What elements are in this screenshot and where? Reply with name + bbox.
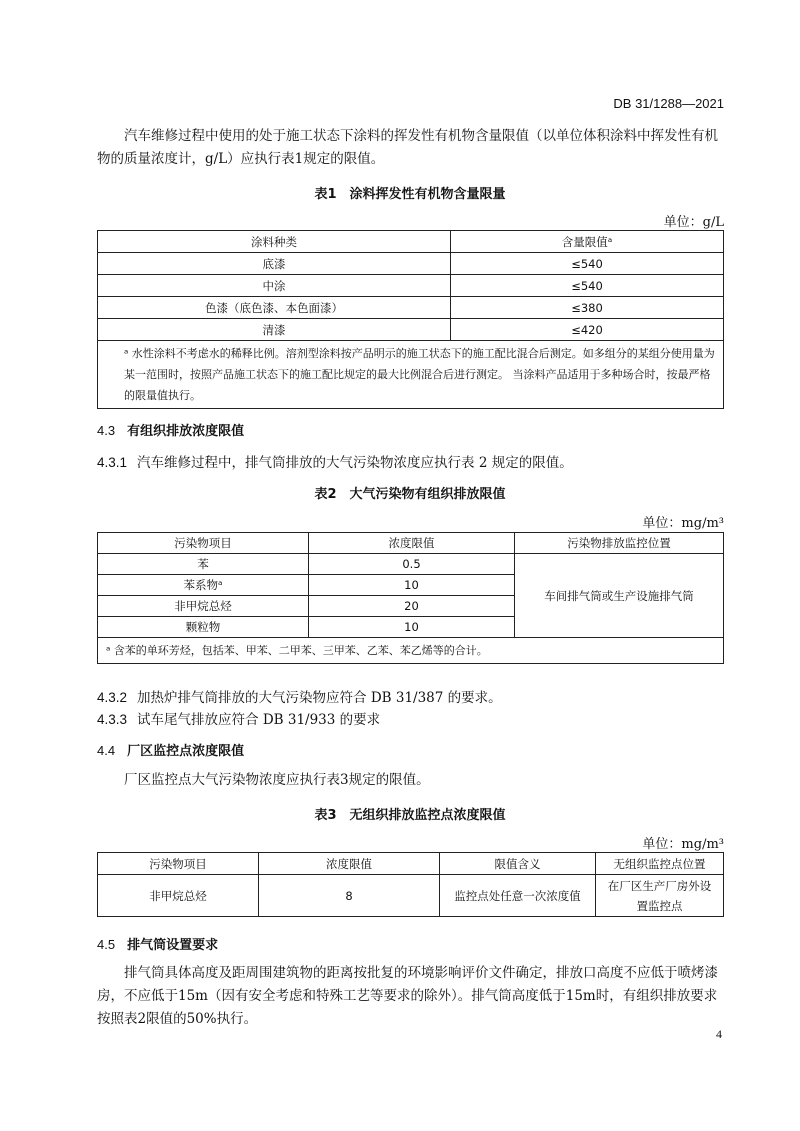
- standard-code: DB 31/1288—2021: [613, 96, 724, 111]
- clause-number: 4.3.2: [97, 690, 128, 705]
- table2-header-pollutant: 污染物项目: [98, 533, 309, 554]
- table2-header-limit: 浓度限值: [309, 533, 515, 554]
- section-4-4-paragraph: 厂区监控点大气污染物浓度应执行表3规定的限值。: [124, 772, 430, 788]
- table-row: [98, 275, 724, 297]
- clause-text: 试车尾气排放应符合 DB 31/933 的要求: [137, 712, 381, 728]
- table1-footnote: ᵃ 水性涂料不考虑水的稀释比例。溶剂型涂料按产品明示的施工状态下的施工配比混合后测定。如多组分的某组分使用量为某一范围时，按照产品施工状态下的施工配比规定的最大比例混合后进行测定。 当涂料产品适用于多种场合时，按最严格的限量值执行。: [98, 341, 724, 409]
- table1-cell: ≤540: [451, 253, 724, 275]
- section-title: 排气筒设置要求: [127, 938, 219, 953]
- section-title: 有组织排放浓度限值: [127, 424, 245, 439]
- table2-cell: 10: [309, 575, 515, 596]
- table2-cell: 颗粒物: [98, 617, 309, 638]
- table1-cell: 中涂: [98, 275, 451, 297]
- table1-unit: 单位：g/L: [663, 215, 724, 230]
- table2-cell: 非甲烷总烃: [98, 596, 309, 617]
- table2-caption: 表2 大气污染物有组织排放限值: [314, 487, 506, 502]
- clause-4-3-3: [97, 708, 380, 728]
- section-title: 厂区监控点浓度限值: [127, 744, 245, 759]
- section-number: 4.3: [97, 423, 116, 438]
- clause-number: 4.3.3: [97, 712, 128, 727]
- table3: [97, 852, 724, 917]
- table2-header-location: 污染物排放监控位置: [515, 533, 724, 554]
- table1-cell: 底漆: [98, 253, 451, 275]
- table3-header-location: 无组织监控点位置: [596, 853, 724, 875]
- table2-cell: 苯系物ᵃ: [98, 575, 309, 596]
- table1-cell: ≤380: [451, 297, 724, 319]
- table2-footnote: ᵃ 含苯的单环芳烃，包括苯、甲苯、二甲苯、三甲苯、乙苯、苯乙烯等的合计。: [98, 638, 724, 664]
- table1: [97, 230, 724, 409]
- clause-text: 汽车维修过程中，排气筒排放的大气污染物浓度应执行表 2 规定的限值。: [137, 455, 573, 471]
- clause-text: 加热炉排气筒排放的大气污染物应符合 DB 31/387 的要求。: [137, 690, 502, 706]
- table3-cell: 监控点处任意一次浓度值: [440, 875, 596, 917]
- table3-caption: 表3 无组织排放监控点浓度限值: [314, 808, 506, 823]
- table3-cell: 在厂区生产厂房外设置监控点: [596, 875, 724, 917]
- table1-cell: 清漆: [98, 319, 451, 341]
- table3-cell: 非甲烷总烃: [98, 875, 259, 917]
- table3-header-limit: 浓度限值: [259, 853, 440, 875]
- page-number: 4: [716, 1027, 722, 1041]
- section-4-4-heading: [97, 740, 244, 759]
- table3-header-pollutant: 污染物项目: [98, 853, 259, 875]
- table2: [97, 532, 724, 664]
- clause-4-3-2: [97, 686, 502, 706]
- clause-number: 4.3.1: [97, 455, 128, 470]
- section-4-3-heading: [97, 420, 244, 439]
- table1-cell: 色漆（底色漆、本色面漆）: [98, 297, 451, 319]
- table2-cell: 苯: [98, 554, 309, 575]
- section-4-5-heading: [97, 934, 218, 953]
- table2-unit: 单位：mg/m³: [642, 516, 724, 531]
- section-number: 4.5: [97, 937, 116, 952]
- table1-caption: 表1 涂料挥发性有机物含量限量: [314, 187, 506, 202]
- table-row: [98, 319, 724, 341]
- table-row: [98, 253, 724, 275]
- table1-header-limit: 含量限值ᵃ: [451, 231, 724, 253]
- table2-cell: 10: [309, 617, 515, 638]
- intro-paragraph: 汽车维修过程中使用的处于施工状态下涂料的挥发性有机物含量限值（以单位体积涂料中挥发性有机物的质量浓度计，g/L）应执行表1规定的限值。: [97, 128, 718, 167]
- table3-header-meaning: 限值含义: [440, 853, 596, 875]
- table3-cell: 8: [259, 875, 440, 917]
- table1-header-type: 涂料种类: [98, 231, 451, 253]
- table3-unit: 单位：mg/m³: [642, 837, 724, 852]
- table-row: [98, 297, 724, 319]
- section-number: 4.4: [97, 743, 116, 758]
- table1-cell: ≤540: [451, 275, 724, 297]
- table1-cell: ≤420: [451, 319, 724, 341]
- section-4-5-paragraph: 排气筒具体高度及距周围建筑物的距离按批复的环境影响评价文件确定，排放口高度不应低于喷烤漆房，不应低于15m（因有安全考虑和特殊工艺等要求的除外）。排气筒高度低于15m时，有组织排放要求按照表2限值的50%执行。: [97, 965, 718, 1027]
- table-row: [98, 875, 724, 917]
- clause-4-3-1: [97, 451, 573, 471]
- table2-cell: 20: [309, 596, 515, 617]
- table-row: [98, 554, 724, 575]
- table2-location-cell: 车间排气筒或生产设施排气筒: [515, 554, 724, 638]
- table2-cell: 0.5: [309, 554, 515, 575]
